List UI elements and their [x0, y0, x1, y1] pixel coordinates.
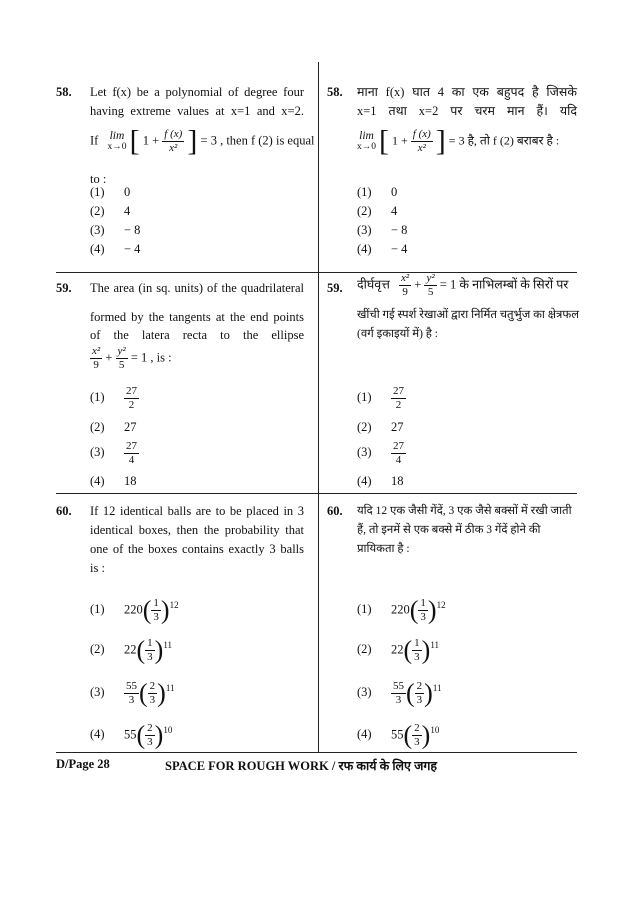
paren: (: [136, 635, 146, 665]
option-number: (1): [357, 390, 372, 405]
bracket: [: [379, 124, 389, 158]
footer-rule: [56, 752, 577, 753]
question-text: प्रायिकता है :: [357, 543, 410, 555]
lim-subscript: x→0: [357, 141, 376, 152]
lim-text: lim: [359, 129, 374, 142]
denominator: 5: [118, 359, 125, 371]
option-value: − 8: [124, 223, 141, 237]
option-value: 4: [391, 204, 398, 218]
paren: ): [427, 595, 437, 625]
bracket: [: [129, 124, 140, 158]
denominator: 3: [149, 694, 156, 706]
exponent: 10: [163, 725, 173, 736]
limit-operator: [357, 131, 376, 153]
exponent: 11: [430, 640, 440, 651]
option[interactable]: [357, 680, 442, 707]
coefficient: 55: [124, 727, 137, 742]
limit-expression: If lim x→0 [ 1 + $\frac{f (x)}{\text{x²}}$ ] = 3 , then f (2) is equal: [90, 124, 315, 158]
denominator: 4: [395, 454, 402, 466]
option[interactable]: [357, 385, 406, 412]
question-text: यदि 12 एक जैसी गेंदें, 3 एक जैसे बक्सों में रखी जाती: [357, 505, 572, 517]
paren: (: [139, 678, 148, 708]
denominator: 4: [128, 454, 135, 466]
denominator: 3: [147, 651, 153, 663]
option[interactable]: [90, 420, 137, 435]
exponent: 11: [165, 683, 175, 694]
question-text: (वर्ग इकाइयों में) है :: [357, 328, 438, 340]
paren: (: [136, 720, 146, 750]
numerator: 55: [393, 680, 404, 692]
option[interactable]: [357, 204, 397, 219]
option[interactable]: [357, 242, 407, 257]
question-text: to :: [90, 172, 107, 186]
equation-tail: = 1 , is :: [130, 350, 172, 365]
option[interactable]: [357, 440, 406, 467]
question-text: The area (in sq. units) of the quadrilateral: [90, 281, 304, 295]
fraction: [418, 597, 428, 624]
numerator: y²: [426, 272, 435, 284]
option-value: − 4: [391, 242, 408, 256]
fraction: [148, 680, 158, 707]
question-text: of the latera recta to the ellipse: [90, 328, 304, 342]
question-text: दीर्घवृत्त: [357, 277, 390, 292]
option-number: (1): [90, 390, 105, 405]
numerator: 2: [414, 722, 420, 734]
if-text: If: [90, 133, 99, 148]
question-number: 58.: [56, 85, 72, 99]
fraction: [391, 680, 406, 707]
option[interactable]: [90, 385, 139, 412]
numerator: 1: [420, 597, 426, 609]
option-number: (2): [357, 420, 372, 434]
numerator: 27: [393, 440, 404, 452]
fraction: [124, 680, 139, 707]
option[interactable]: [357, 474, 404, 489]
paren: (: [142, 595, 152, 625]
denominator: x²: [417, 142, 426, 154]
paren: (: [409, 595, 419, 625]
coefficient: 22: [124, 642, 137, 657]
option[interactable]: [357, 597, 446, 624]
lim-subscript: x→0: [107, 141, 127, 152]
option[interactable]: [90, 680, 175, 707]
fraction: [412, 722, 422, 749]
ellipse-equation: दीर्घवृत्त $\frac{\text{x²}}{9}$ + $\frac{\text{y²}}{5}$ = 1 के नाभिलम्बों के सिरों पर: [357, 272, 569, 298]
option-number: (3): [357, 223, 372, 237]
option-value: − 4: [124, 242, 141, 256]
option-number: (2): [90, 642, 105, 657]
option[interactable]: [90, 185, 130, 200]
option[interactable]: [357, 420, 404, 435]
paren: ): [160, 595, 170, 625]
exponent: 11: [163, 640, 173, 651]
question-text: माना f(x) घात 4 का एक बहुपद है जिसके: [357, 85, 577, 99]
exponent: 10: [430, 725, 440, 736]
numerator: y²: [117, 345, 126, 357]
paren: (: [406, 678, 415, 708]
question-text: x=1 तथा x=2 पर चरम मान हैं। यदि: [357, 104, 577, 118]
exponent: 12: [169, 600, 179, 611]
fraction: [415, 680, 425, 707]
limit-expression: lim x→0 [ 1 + $\frac{f (x)}{\text{x²}}$ ] = 3 है, तो f (2) बराबर है :: [357, 124, 560, 158]
fraction: [116, 345, 128, 372]
lim-text: lim: [109, 129, 125, 142]
denominator: 3: [420, 611, 426, 623]
exponent: 12: [436, 600, 446, 611]
coefficient: 220: [391, 602, 410, 617]
numerator: 55: [126, 680, 137, 692]
option-number: (1): [357, 185, 372, 199]
numerator: 27: [393, 385, 404, 397]
numerator: x²: [400, 272, 410, 284]
fraction: [145, 722, 155, 749]
option-number: (4): [90, 474, 105, 488]
question-text: is :: [90, 561, 105, 575]
option-number: (3): [357, 685, 372, 700]
denominator: 3: [416, 694, 423, 706]
fraction: [124, 385, 139, 412]
question-number: 60.: [327, 504, 343, 518]
denominator: 5: [427, 286, 434, 298]
coefficient: 22: [391, 642, 404, 657]
question-number: 59.: [56, 281, 72, 295]
fraction: [391, 385, 406, 412]
numerator: 1: [147, 637, 153, 649]
option-number: (1): [90, 602, 105, 617]
option-value: 27: [124, 420, 137, 434]
numerator: x²: [92, 345, 101, 357]
option-number: (4): [90, 727, 105, 742]
denominator: 2: [395, 399, 402, 411]
option[interactable]: [90, 440, 139, 467]
option-number: (1): [90, 185, 105, 199]
question-text: खींची गई स्पर्श रेखाओं द्वारा निर्मित चतुर्भुज का क्षेत्रफल: [357, 309, 580, 321]
option-number: (1): [357, 602, 372, 617]
option-number: (3): [90, 685, 105, 700]
paren: ): [424, 678, 433, 708]
option-number: (3): [90, 223, 105, 237]
paren: ): [421, 635, 431, 665]
fraction: [411, 128, 433, 155]
bracket: ]: [187, 124, 198, 158]
option[interactable]: [90, 474, 137, 489]
option-value: 4: [124, 204, 131, 218]
option[interactable]: [357, 722, 439, 749]
option-number: (2): [90, 420, 105, 434]
option[interactable]: [90, 597, 179, 624]
denominator: 3: [414, 651, 420, 663]
denominator: 3: [153, 611, 159, 623]
coefficient: 55: [391, 727, 404, 742]
paren: ): [421, 720, 431, 750]
question-number: 60.: [56, 504, 72, 518]
option-number: (2): [357, 642, 372, 657]
fraction: [124, 440, 139, 467]
numerator: 1: [153, 597, 159, 609]
option-number: (2): [357, 204, 372, 218]
denominator: 2: [128, 399, 135, 411]
exponent: 11: [432, 683, 442, 694]
fraction: [151, 597, 161, 624]
paren: ): [157, 678, 166, 708]
question-text: identical boxes, then the probability that: [90, 523, 304, 537]
equation-tail: = 3 , then f (2) is equal: [200, 133, 315, 148]
denominator: 3: [128, 694, 135, 706]
option-number: (4): [357, 242, 372, 256]
numerator: 27: [126, 440, 137, 452]
paren: (: [403, 720, 413, 750]
numerator: f (x): [412, 128, 431, 140]
fraction: [412, 637, 422, 664]
option[interactable]: [90, 223, 140, 238]
option-number: (4): [357, 727, 372, 742]
option[interactable]: [90, 242, 140, 257]
option-number: (2): [90, 204, 105, 218]
bracket: ]: [435, 124, 446, 158]
numerator: 2: [147, 722, 153, 734]
option[interactable]: [90, 637, 172, 664]
question-separator: [56, 493, 318, 494]
option[interactable]: [90, 722, 172, 749]
equation-tail: = 3 है, तो f (2) बराबर है :: [448, 133, 560, 148]
denominator: 3: [147, 736, 153, 748]
option-value: − 8: [391, 223, 408, 237]
rough-work-label: SPACE FOR ROUGH WORK / रफ कार्य के लिए जगह: [165, 759, 438, 773]
question-text: हैं, तो इनमें से एक बक्से में ठीक 3 गेंदें होने की: [357, 524, 541, 536]
question-separator: [56, 272, 318, 273]
denominator: 9: [402, 286, 408, 298]
question-number: 59.: [327, 281, 343, 295]
question-text: having extreme values at x=1 and x=2.: [90, 104, 304, 118]
option-number: (4): [357, 474, 372, 488]
question-text: If 12 identical balls are to be placed in 3: [90, 504, 304, 518]
limit-operator: [107, 131, 126, 153]
fraction: [424, 272, 436, 299]
question-text: = 1 के नाभिलम्बों के सिरों पर: [439, 277, 569, 292]
option-value: 18: [124, 474, 137, 488]
option-value: 27: [391, 420, 404, 434]
paren: ): [154, 635, 164, 665]
denominator: 3: [395, 694, 402, 706]
option[interactable]: [357, 637, 439, 664]
question-separator: [318, 493, 577, 494]
question-text: Let f(x) be a polynomial of degree four: [90, 85, 304, 99]
option-value: 0: [124, 185, 131, 199]
page-number: D/Page 28: [56, 757, 110, 771]
numerator: 2: [416, 680, 423, 692]
fraction: [145, 637, 155, 664]
numerator: 2: [149, 680, 156, 692]
fraction: [399, 272, 411, 299]
option-value: 0: [391, 185, 398, 199]
option-number: (3): [90, 445, 105, 460]
option[interactable]: [357, 185, 397, 200]
option-value: 18: [391, 474, 404, 488]
question-text: formed by the tangents at the end points: [90, 310, 304, 324]
ellipse-equation: $\frac{\text{x²}}{9}$ + $\frac{\text{y²}}{5}$ = 1 , is :: [92, 345, 172, 371]
option-number: (3): [357, 445, 372, 460]
column-divider: [318, 62, 319, 752]
option[interactable]: [90, 204, 130, 219]
numerator: 1: [414, 637, 420, 649]
fraction: [90, 345, 102, 372]
denominator: x²: [169, 142, 178, 154]
question-number: 58.: [327, 85, 343, 99]
coefficient: 220: [124, 602, 143, 617]
option-number: (4): [90, 242, 105, 256]
fraction: [391, 440, 406, 467]
fraction: [162, 128, 184, 155]
denominator: 3: [414, 736, 420, 748]
paren: ): [154, 720, 164, 750]
numerator: 27: [126, 385, 137, 397]
paren: (: [403, 635, 413, 665]
option[interactable]: [357, 223, 407, 238]
numerator: f (x): [164, 128, 183, 140]
denominator: 9: [93, 359, 99, 371]
question-text: one of the boxes contains exactly 3 balls: [90, 542, 304, 556]
